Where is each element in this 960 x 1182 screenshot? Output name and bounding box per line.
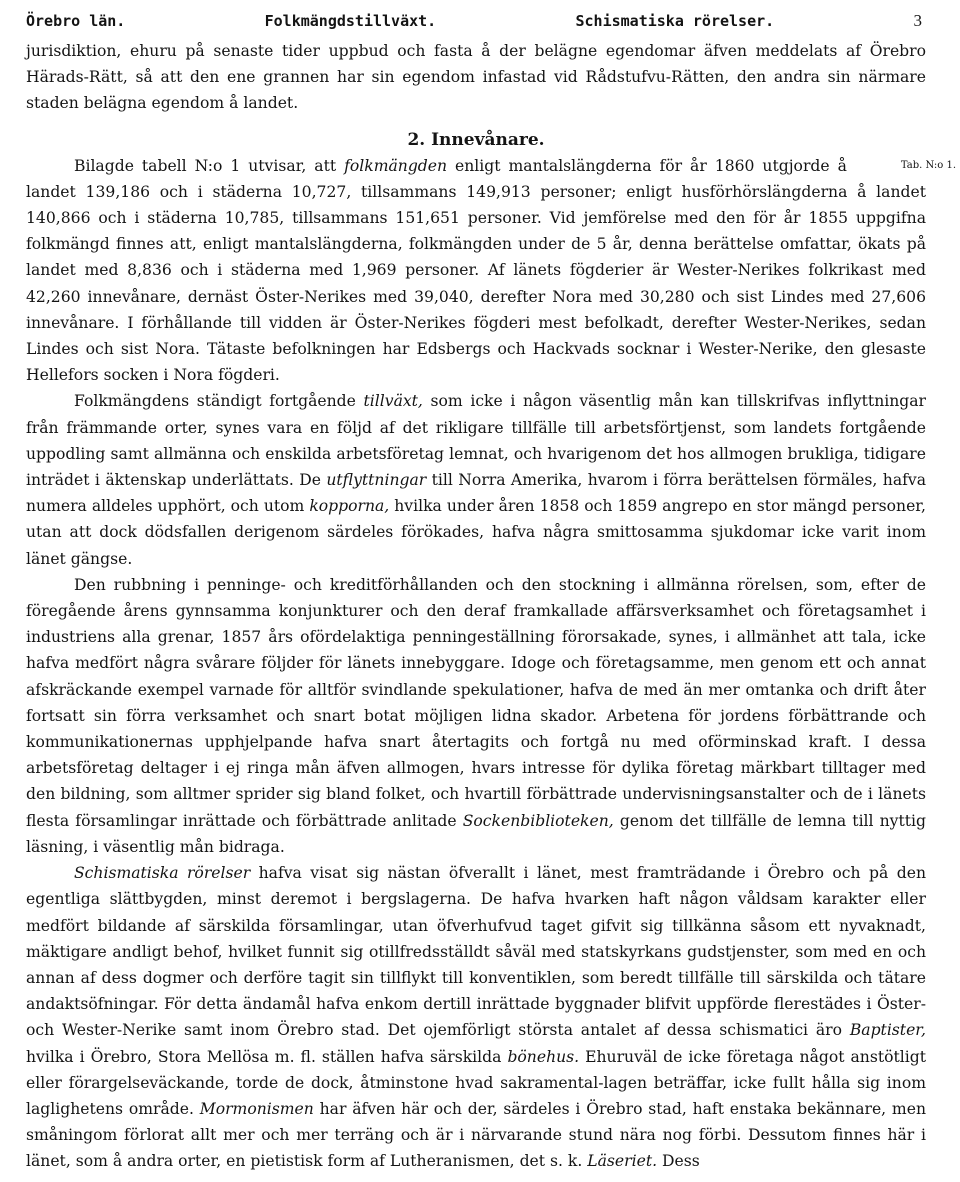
emphasis: tillväxt, (363, 392, 423, 411)
emphasis: utflyttningar (326, 471, 427, 490)
intro-text: jurisdiktion, ehuru på senaste tider uppbud och fasta å der belägne egendomar äfven meddelats af Örebro Härads-Rätt, så att den ene grannen har sin egendom infastad vid Rådstufvu-Rätten, den andra sin närmare staden belägna egendom å landet. (26, 42, 926, 113)
text-run: hafva visat sig nästan öfverallt i länet, mest framträdande i Örebro och på den egentliga slättbygden, minst deremot i bergslagerna. De hafva hvarken haft någon våldsam karakter eller medfört bildande af särskilda församlingar, utan öfverhufvud taget gifvit sig tillkänna såsom ett nyvaknadt, mäktigare andligt behof, hvilket funnit sig otillfredsställdt såväl med statskyrkans gudstjenster, som med en och annan af dess dogmer och derföre tagit sin tillflykt till konventiklen, som beredt tillfälle till särskilda och tätare andaktsöfningar. För detta ändamål hafva enkom dertill inrättade byggnader blifvit uppförde flerestädes i Öster- och Wester-Nerike samt inom Örebro stad. Det ojemförligt största antalet af dessa schismatici äro (26, 864, 926, 1040)
text-run: hvilka i Örebro, Stora Mellösa m. fl. ställen hafva särskilda (26, 1047, 508, 1066)
section-title: 2. Innevånare. (407, 129, 545, 150)
running-header (26, 8, 926, 38)
emphasis: Baptister, (849, 1021, 926, 1040)
margin-note: Tab. N:o 1. (900, 159, 956, 171)
header-left: Örebro län. (26, 12, 126, 30)
text-run: enligt mantalslängderna för år 1860 utgjorde å landet 139,186 och i städerna 10,727, tillsammans 149,913 personer; enligt husförhörslängderna å landet 140,866 och i städerna 10,785, tillsammans 151,651 personer. Vid jemförelse med den för år 1855 uppgifna folkmängd finnes att, enligt mantalslängderna, folkmängden under de 5 år, denna berättelse omfattar, ökats på landet med 8,836 och i städerna med 1,969 personer. Af länets fögderier är Wester-Nerikes folkrikast med 42,260 innevånare, dernäst Öster-Nerikes med 39,040, derefter Nora med 30,280 och sist Lindes med 27,606 innevånare. I förhållande till vidden är Öster-Nerikes fögderi mest befolkadt, derefter Wester-Nerikes, sedan Lindes och sist Nora. Tätaste befolkningen har Edsbergs och Hackvads socknar i Wester-Nerike, den glesaste Hellefors socken i Nora fögderi. (26, 156, 926, 385)
header-center: Folkmängdstillväxt. (264, 12, 437, 30)
text-run: genom det tillfälle de lemna till nyttig läsning, i väsentlig mån bidraga. (26, 811, 926, 856)
emphasis: Mormonismen (199, 1099, 314, 1118)
text-run: Folkmängdens ständigt fortgående (74, 392, 364, 411)
text-run: hvilka under åren 1858 och 1859 angrepo en stor mängd personer, utan att dock dödsfallen derigenom särdeles förökades, hafva några smittosamma sjukdomar icke varit inom länet gängse. (26, 497, 926, 568)
emphasis: folkmängden (344, 156, 448, 175)
text-run: till Norra Amerika, hvarom i förra berättelsen förmäles, hafva numera alldeles upphört, och utom (26, 471, 926, 516)
text-run: Den rubbning i penninge- och kreditförhållanden och den stockning i allmänna rörelsen, som, efter de föregående årens gynnsamma konjunkturer och den deraf framkallade affärsverksamhet och företagsamhet i industriens alla grenar, 1857 års ofördelaktiga penningeställning förorsakade, synes, i allmänhet att tala, icke hafva medfört några svårare följder för länets innebyggare. Idoge och företagsamme, men genom ett och annat afskräckande exempel varnade för alltför svindlande spekulationer, hafva de med än mer omtanka och drift åter fortsatt sin förra verksamhet och snart botat möjligen lidna skador. Arbetena för jordens förbättrande och kommunikationernas upphjelpande hafva snart återtagits och fortgå nu med oförminskad kraft. I dessa arbetsföretag deltager i ej ringa mån äfven allmogen, hvars intresse för dylika företag märkbart tilltager med den bildning, som alltmer sprider sig bland folket, och hvartill förbättrade undervisningsanstalter och de i länets flesta församlingar inrättade och förbättrade anlitade (26, 575, 926, 830)
paragraph-population (26, 153, 956, 389)
header-right: Schismatiska rörelser. (575, 12, 775, 30)
intro-paragraph (26, 38, 926, 117)
emphasis: Schismatiska rörelser (74, 864, 251, 883)
emphasis: Sockenbiblioteken, (462, 811, 614, 830)
paragraph-schism (26, 860, 926, 1174)
text-run: Ehuruväl de icke företaga något anstötligt eller förargelseväckande, torde de dock, åtminstone hvad sakramental-lagen beträffar, icke fullt hålla sig inom laglighetens område. (26, 1047, 926, 1118)
page-number: 3 (913, 11, 922, 30)
text-run: Bilagde tabell N:o 1 utvisar, att (74, 156, 345, 175)
emphasis: kopporna, (309, 497, 390, 516)
emphasis: bönehus. (507, 1047, 580, 1066)
text-run: som icke i någon väsentlig mån kan tillskrifvas inflyttningar från främmande orter, synes vara en följd af det rikligare tillfälle till arbetsförtjenst, som landets fortgående uppodling samt allmänna och enskilda arbetsföretag lemnat, och hvarigenom det hos allmogen brukliga, tidigare inträdet i äktenskap underlättats. De (26, 392, 927, 490)
emphasis: Läseriet. (587, 1152, 658, 1171)
text-run: Dess (657, 1152, 700, 1171)
text-run: har äfven här och der, särdeles i Örebro stad, haft enstaka bekännare, men småningom förlorat allt mer och mer terräng och är i närvarande stund nära nog förbi. Dessutom finnes här i länet, som å andra orter, en pietistisk form af Lutheranismen, det s. k. (26, 1099, 926, 1171)
paragraph-economy (26, 572, 926, 860)
paragraph-growth (26, 388, 926, 571)
